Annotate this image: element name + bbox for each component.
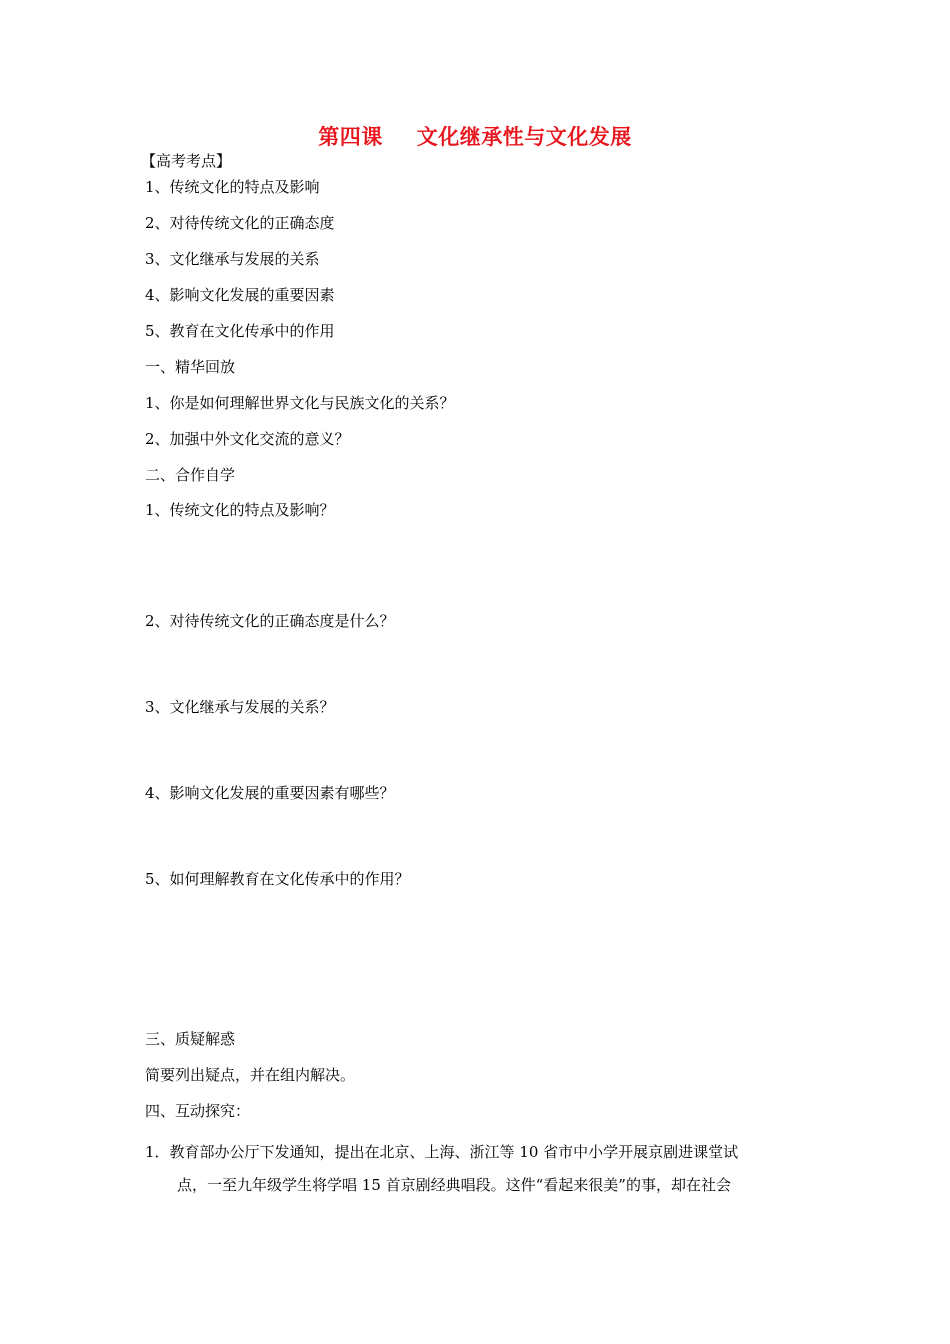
section-heading: 三、质疑解惑 — [145, 1030, 236, 1048]
instruction-text: 简要列出疑点，并在组内解决。 — [145, 1066, 356, 1084]
lesson-title: 文化继承性与文化发展 — [416, 125, 632, 149]
kaodian-item: 3、文化继承与发展的关系 — [145, 250, 320, 268]
section-heading: 一、精华回放 — [145, 358, 236, 376]
paragraph-line: 1．教育部办公厅下发通知，提出在北京、上海、浙江等 10 省市中小学开展京剧进课堂试 — [145, 1143, 739, 1161]
section-heading: 四、互动探究： — [145, 1102, 251, 1120]
question-item: 5、如何理解教育在文化传承中的作用？ — [145, 870, 410, 888]
question-item: 4、影响文化发展的重要因素有哪些？ — [145, 784, 395, 802]
kaodian-item: 4、影响文化发展的重要因素 — [145, 286, 335, 304]
paragraph-line: 点，一至九年级学生将学唱 15 首京剧经典唱段。这件“看起来很美”的事，却在社会 — [177, 1176, 731, 1194]
section-heading: 二、合作自学 — [145, 466, 236, 484]
kaodian-item: 5、教育在文化传承中的作用 — [145, 322, 335, 340]
page-title — [0, 121, 950, 151]
question-item: 2、对待传统文化的正确态度是什么？ — [145, 612, 395, 630]
kaodian-item: 2、对待传统文化的正确态度 — [145, 214, 335, 232]
question-item: 2、加强中外文化交流的意义？ — [145, 430, 350, 448]
question-paragraph — [145, 1136, 810, 1202]
lesson-number: 第四课 — [318, 125, 383, 149]
question-item: 3、文化继承与发展的关系？ — [145, 698, 335, 716]
kaodian-item: 1、传统文化的特点及影响 — [145, 178, 320, 196]
question-item: 1、传统文化的特点及影响？ — [145, 501, 335, 519]
question-item: 1、你是如何理解世界文化与民族文化的关系？ — [145, 394, 455, 412]
kaodian-heading: 【高考考点】 — [141, 152, 232, 170]
